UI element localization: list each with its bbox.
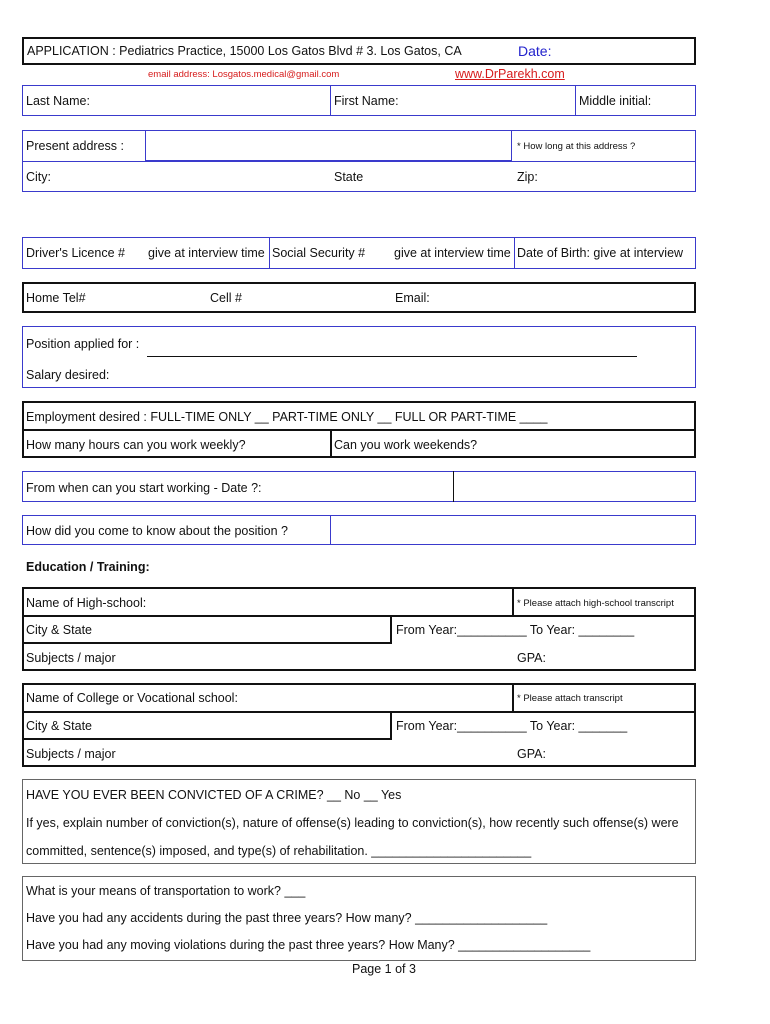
high-school-name-field[interactable]: Name of High-school: — [26, 596, 147, 610]
weekends-field[interactable]: Can you work weekends? — [334, 438, 478, 452]
college-subjects-field[interactable]: Subjects / major — [26, 747, 116, 761]
salary-field[interactable]: Salary desired: — [26, 368, 110, 382]
start-date-field[interactable]: From when can you start working - Date ?: — [26, 481, 262, 495]
page-number: Page 1 of 3 — [352, 962, 416, 976]
high-school-transcript-note: * Please attach high-school transcript — [517, 598, 674, 609]
employment-desired-field[interactable]: Employment desired : FULL-TIME ONLY __ PART-TIME ONLY __ FULL OR PART-TIME ____ — [26, 410, 548, 424]
high-school-city-field[interactable]: City & State — [26, 623, 92, 637]
city-field[interactable]: City: — [26, 170, 51, 184]
high-school-gpa-field[interactable]: GPA: — [517, 651, 546, 665]
college-name-field[interactable]: Name of College or Vocational school: — [26, 691, 238, 705]
dob-field[interactable]: Date of Birth: give at interview — [517, 246, 684, 260]
position-line — [147, 356, 637, 357]
email-address: email address: Losgatos.medical@gmail.com — [148, 69, 340, 80]
violations-field[interactable]: Have you had any moving violations during the past three years? How Many? ___________________ — [26, 938, 591, 952]
crime-explain-line2[interactable]: committed, sentence(s) imposed, and type(s) of rehabilitation. _______________________ — [26, 844, 532, 858]
high-school-years-field[interactable]: From Year:__________ To Year: ________ — [396, 623, 635, 637]
drivers-licence-field[interactable]: Driver's Licence # — [26, 246, 125, 260]
hours-weekly-field[interactable]: How many hours can you work weekly? — [26, 438, 246, 452]
college-city-field[interactable]: City & State — [26, 719, 92, 733]
ssn-field[interactable]: Social Security # — [272, 246, 366, 260]
contact-row — [22, 282, 696, 313]
education-heading: Education / Training: — [26, 560, 150, 574]
drivers-licence-note: give at interview time — [148, 246, 265, 260]
email-field[interactable]: Email: — [395, 291, 430, 305]
crime-explain-line1[interactable]: If yes, explain number of conviction(s), nature of offense(s) leading to conviction(s), how recently such offense(s) were — [26, 816, 679, 830]
know-position-field[interactable]: How did you come to know about the position ? — [26, 524, 288, 538]
state-field[interactable]: State — [334, 170, 364, 184]
zip-field[interactable]: Zip: — [517, 170, 538, 184]
first-name-field[interactable]: First Name: — [334, 94, 399, 108]
crime-question[interactable]: HAVE YOU EVER BEEN CONVICTED OF A CRIME? __ No __ Yes — [26, 788, 402, 802]
middle-initial-field[interactable]: Middle initial: — [579, 94, 652, 108]
present-address-field[interactable]: Present address : — [26, 139, 124, 153]
cell-field[interactable]: Cell # — [210, 291, 242, 305]
website-link[interactable]: www.DrParekh.com — [455, 67, 565, 81]
home-tel-field[interactable]: Home Tel# — [26, 291, 86, 305]
position-applied-field[interactable]: Position applied for : — [26, 337, 140, 351]
college-gpa-field[interactable]: GPA: — [517, 747, 546, 761]
transport-means-field[interactable]: What is your means of transportation to work? ___ — [26, 884, 306, 898]
college-transcript-note: * Please attach transcript — [517, 693, 623, 704]
high-school-subjects-field[interactable]: Subjects / major — [26, 651, 116, 665]
date-label[interactable]: Date: — [518, 43, 552, 59]
accidents-field[interactable]: Have you had any accidents during the past three years? How many? ___________________ — [26, 911, 548, 925]
application-title: APPLICATION : Pediatrics Practice, 15000 Los Gatos Blvd # 3. Los Gatos, CA — [27, 44, 462, 58]
last-name-field[interactable]: Last Name: — [26, 94, 90, 108]
position-box — [22, 326, 696, 388]
college-years-field[interactable]: From Year:__________ To Year: _______ — [396, 719, 628, 733]
ssn-note: give at interview time — [394, 246, 511, 260]
how-long-address-note: * How long at this address ? — [517, 141, 636, 152]
